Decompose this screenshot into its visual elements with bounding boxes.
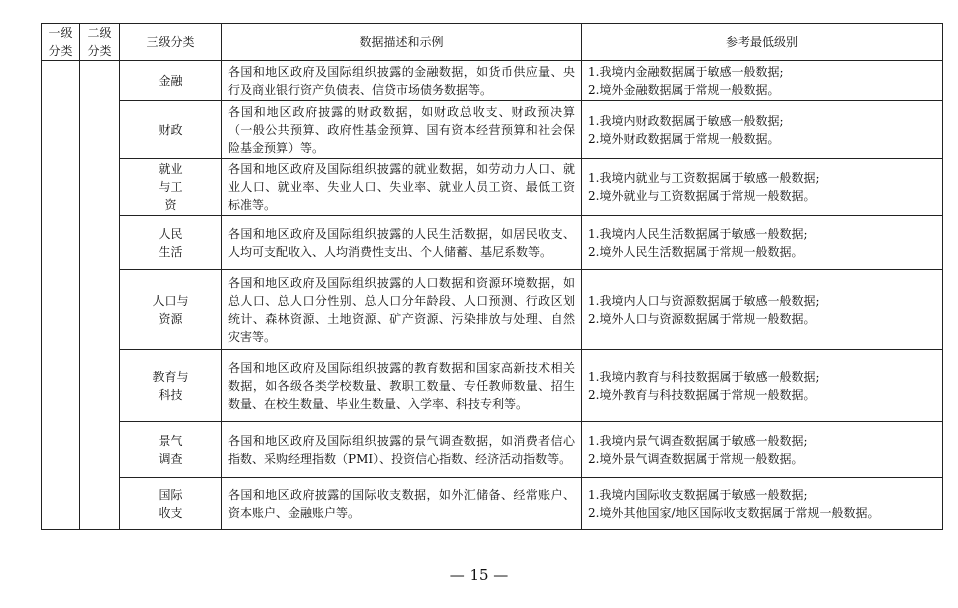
level-line-foreign: 2.境外金融数据属于常规一般数据。 [588,82,780,97]
category-cell [120,216,222,270]
category-label: 国际收支 [158,487,183,520]
description-cell: 各国和地区政府及国际组织披露的就业数据，如劳动力人口、就业人口、就业率、失业人口、失业率、就业人员工资、最低工资标准等。 [222,159,582,216]
category-label: 教育与科技 [152,369,189,402]
level-line-foreign: 2.境外财政数据属于常规一般数据。 [588,131,780,146]
description-cell: 各国和地区政府及国际组织披露的人民生活数据，如居民收支、人均可支配收入、人均消费性支出、个人储蓄、基尼系数等。 [222,216,582,270]
category-cell [120,270,222,350]
table-row [42,159,943,216]
table-row [42,350,943,422]
description-cell: 各国和地区政府及国际组织披露的金融数据，如货币供应量、央行及商业银行资产负债表、信贷市场债务数据等。 [222,61,582,101]
category-label: 人口与资源 [152,293,189,326]
level-cell [582,422,943,478]
table-header-row [42,24,943,61]
header-level1: 一级分类 [42,24,80,61]
header-min-level: 参考最低级别 [582,24,943,61]
header-description: 数据描述和示例 [222,24,582,61]
description-cell: 各国和地区政府及国际组织披露的景气调查数据，如消费者信心指数、采购经理指数（PMI）、投资信心指数、经济活动指数等。 [222,422,582,478]
description-cell: 各国和地区政府披露的国际收支数据，如外汇储备、经常账户、资本账户、金融账户等。 [222,478,582,530]
level-line-foreign: 2.境外人民生活数据属于常规一般数据。 [588,244,804,259]
header-level2: 二级分类 [80,24,120,61]
level-cell [582,101,943,159]
table-row [42,478,943,530]
level-cell [582,478,943,530]
level2-cell [80,61,120,530]
level-line-domestic: 1.我境内人民生活数据属于敏感一般数据; [588,226,808,241]
level-line-foreign: 2.境外人口与资源数据属于常规一般数据。 [588,311,816,326]
description-cell: 各国和地区政府披露的财政数据，如财政总收支、财政预决算（一般公共预算、政府性基金预算、国有资本经营预算和社会保险基金预算）等。 [222,101,582,159]
category-cell [120,159,222,216]
level-line-domestic: 1.我境内财政数据属于敏感一般数据; [588,113,784,128]
level-line-domestic: 1.我境内景气调查数据属于敏感一般数据; [588,433,808,448]
level-cell [582,270,943,350]
level-line-domestic: 1.我境内国际收支数据属于敏感一般数据; [588,487,808,502]
table-row [42,422,943,478]
category-label: 就业与工资 [158,162,183,212]
level-cell [582,350,943,422]
page-number: — 15 — [449,566,509,584]
level-line-domestic: 1.我境内金融数据属于敏感一般数据; [588,64,784,79]
level-line-domestic: 1.我境内就业与工资数据属于敏感一般数据; [588,171,820,185]
level-line-foreign: 2.境外教育与科技数据属于常规一般数据。 [588,387,816,402]
level-line-foreign: 2.境外就业与工资数据属于常规一般数据。 [588,189,816,203]
level-line-foreign: 2.境外其他国家/地区国际收支数据属于常规一般数据。 [588,505,880,520]
description-cell: 各国和地区政府及国际组织披露的教育数据和国家高新技术相关数据，如各级各类学校数量、教职工数量、专任教师数量、招生数量、在校生数量、毕业生数量、入学率、科技专利等。 [222,350,582,422]
category-cell: 金融 [120,61,222,101]
level1-cell [42,61,80,530]
level-line-domestic: 1.我境内教育与科技数据属于敏感一般数据; [588,369,820,384]
description-cell: 各国和地区政府及国际组织披露的人口数据和资源环境数据，如总人口、总人口分性别、总人口分年龄段、人口预测、行政区划统计、森林资源、土地资源、矿产资源、污染排放与处理、自然灾害等。 [222,270,582,350]
level-line-domestic: 1.我境内人口与资源数据属于敏感一般数据; [588,293,820,308]
category-cell: 财政 [120,101,222,159]
level-cell [582,159,943,216]
category-cell [120,350,222,422]
classification-table [41,23,943,530]
level-cell [582,216,943,270]
table-row [42,101,943,159]
category-label: 人民生活 [158,226,183,259]
header-level3: 三级分类 [120,24,222,61]
table-row [42,61,943,101]
level-cell [582,61,943,101]
category-cell [120,478,222,530]
level-line-foreign: 2.境外景气调查数据属于常规一般数据。 [588,451,804,466]
category-label: 景气调查 [158,433,183,466]
table-row [42,270,943,350]
category-cell [120,422,222,478]
table-row [42,216,943,270]
